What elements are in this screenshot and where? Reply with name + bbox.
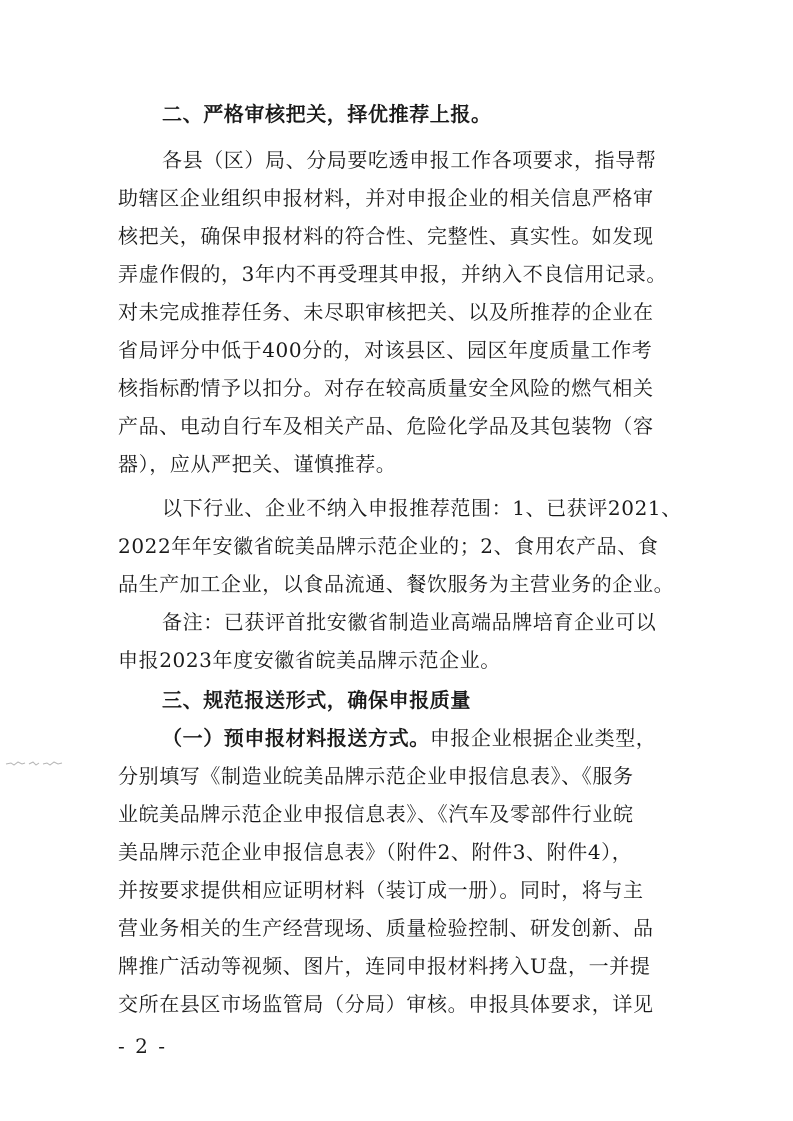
paragraph-line: 产品、电动自行车及相关产品、危险化学品及其包装物（容 [118,414,654,438]
paragraph-line: 各县（区）局、分局要吃透申报工作各项要求，指导帮 [162,148,657,172]
paragraph-line: 助辖区企业组织申报材料，并对申报企业的相关信息严格审 [118,186,654,210]
paragraph-line: 品生产加工企业，以食品流通、餐饮服务为主营业务的企业。 [118,572,675,596]
subsection-title: （一）预申报材料报送方式。 [162,726,430,750]
paragraph-line: 备注：已获评首批安徽省制造业高端品牌培育企业可以 [162,610,657,634]
paragraph-line: 对未完成推荐任务、未尽职审核把关、以及所推荐的企业在 [118,300,654,324]
paragraph-line: 申报2023年度安徽省皖美品牌示范企业。 [118,648,501,672]
paragraph-line: 省局评分中低于400分的，对该县区、园区年度质量工作考 [118,338,653,362]
paragraph-line: 弄虚作假的，3年内不再受理其申报，并纳入不良信用记录。 [118,262,667,286]
paragraph-line: 器），应从严把关、谨慎推荐。 [118,452,397,476]
paragraph-line: 并按要求提供相应证明材料（装订成一册）。同时，将与主 [118,878,644,902]
paragraph-line: 营业务相关的生产经营现场、质量检验控制、研发创新、品 [118,916,654,940]
subsection-text: 申报企业根据企业类型， [429,726,657,750]
section-heading-3: 三、规范报送形式，确保申报质量 [162,688,471,712]
paragraph-line: 牌推广活动等视频、图片，连同申报材料拷入U盘，一并提 [118,954,651,978]
paragraph-line: 以下行业、企业不纳入申报推荐范围：1、已获评2021、 [162,496,682,520]
paragraph-line: 核指标酌情予以扣分。对存在较高质量安全风险的燃气相关 [118,376,654,400]
paragraph-line: 业皖美品牌示范企业申报信息表》、《汽车及零部件行业皖 [118,802,634,826]
paragraph-line: 分别填写《制造业皖美品牌示范企业申报信息表》、《服务 [118,764,634,788]
paragraph-line: 核把关，确保申报材料的符合性、完整性、真实性。如发现 [118,224,654,248]
paragraph-line: 2022年年安徽省皖美品牌示范企业的；2、食用农产品、食 [118,534,659,558]
paragraph-line: 交所在县区市场监管局（分局）审核。申报具体要求，详见 [118,992,654,1016]
scan-artifact-icon [5,758,63,768]
page-number: - 2 - [118,1034,167,1058]
section-heading-2: 二、严格审核把关，择优推荐上报。 [162,102,492,126]
paragraph-line [162,720,793,756]
paragraph-line: 美品牌示范企业申报信息表》（附件2、附件3、附件4）， [118,840,633,864]
